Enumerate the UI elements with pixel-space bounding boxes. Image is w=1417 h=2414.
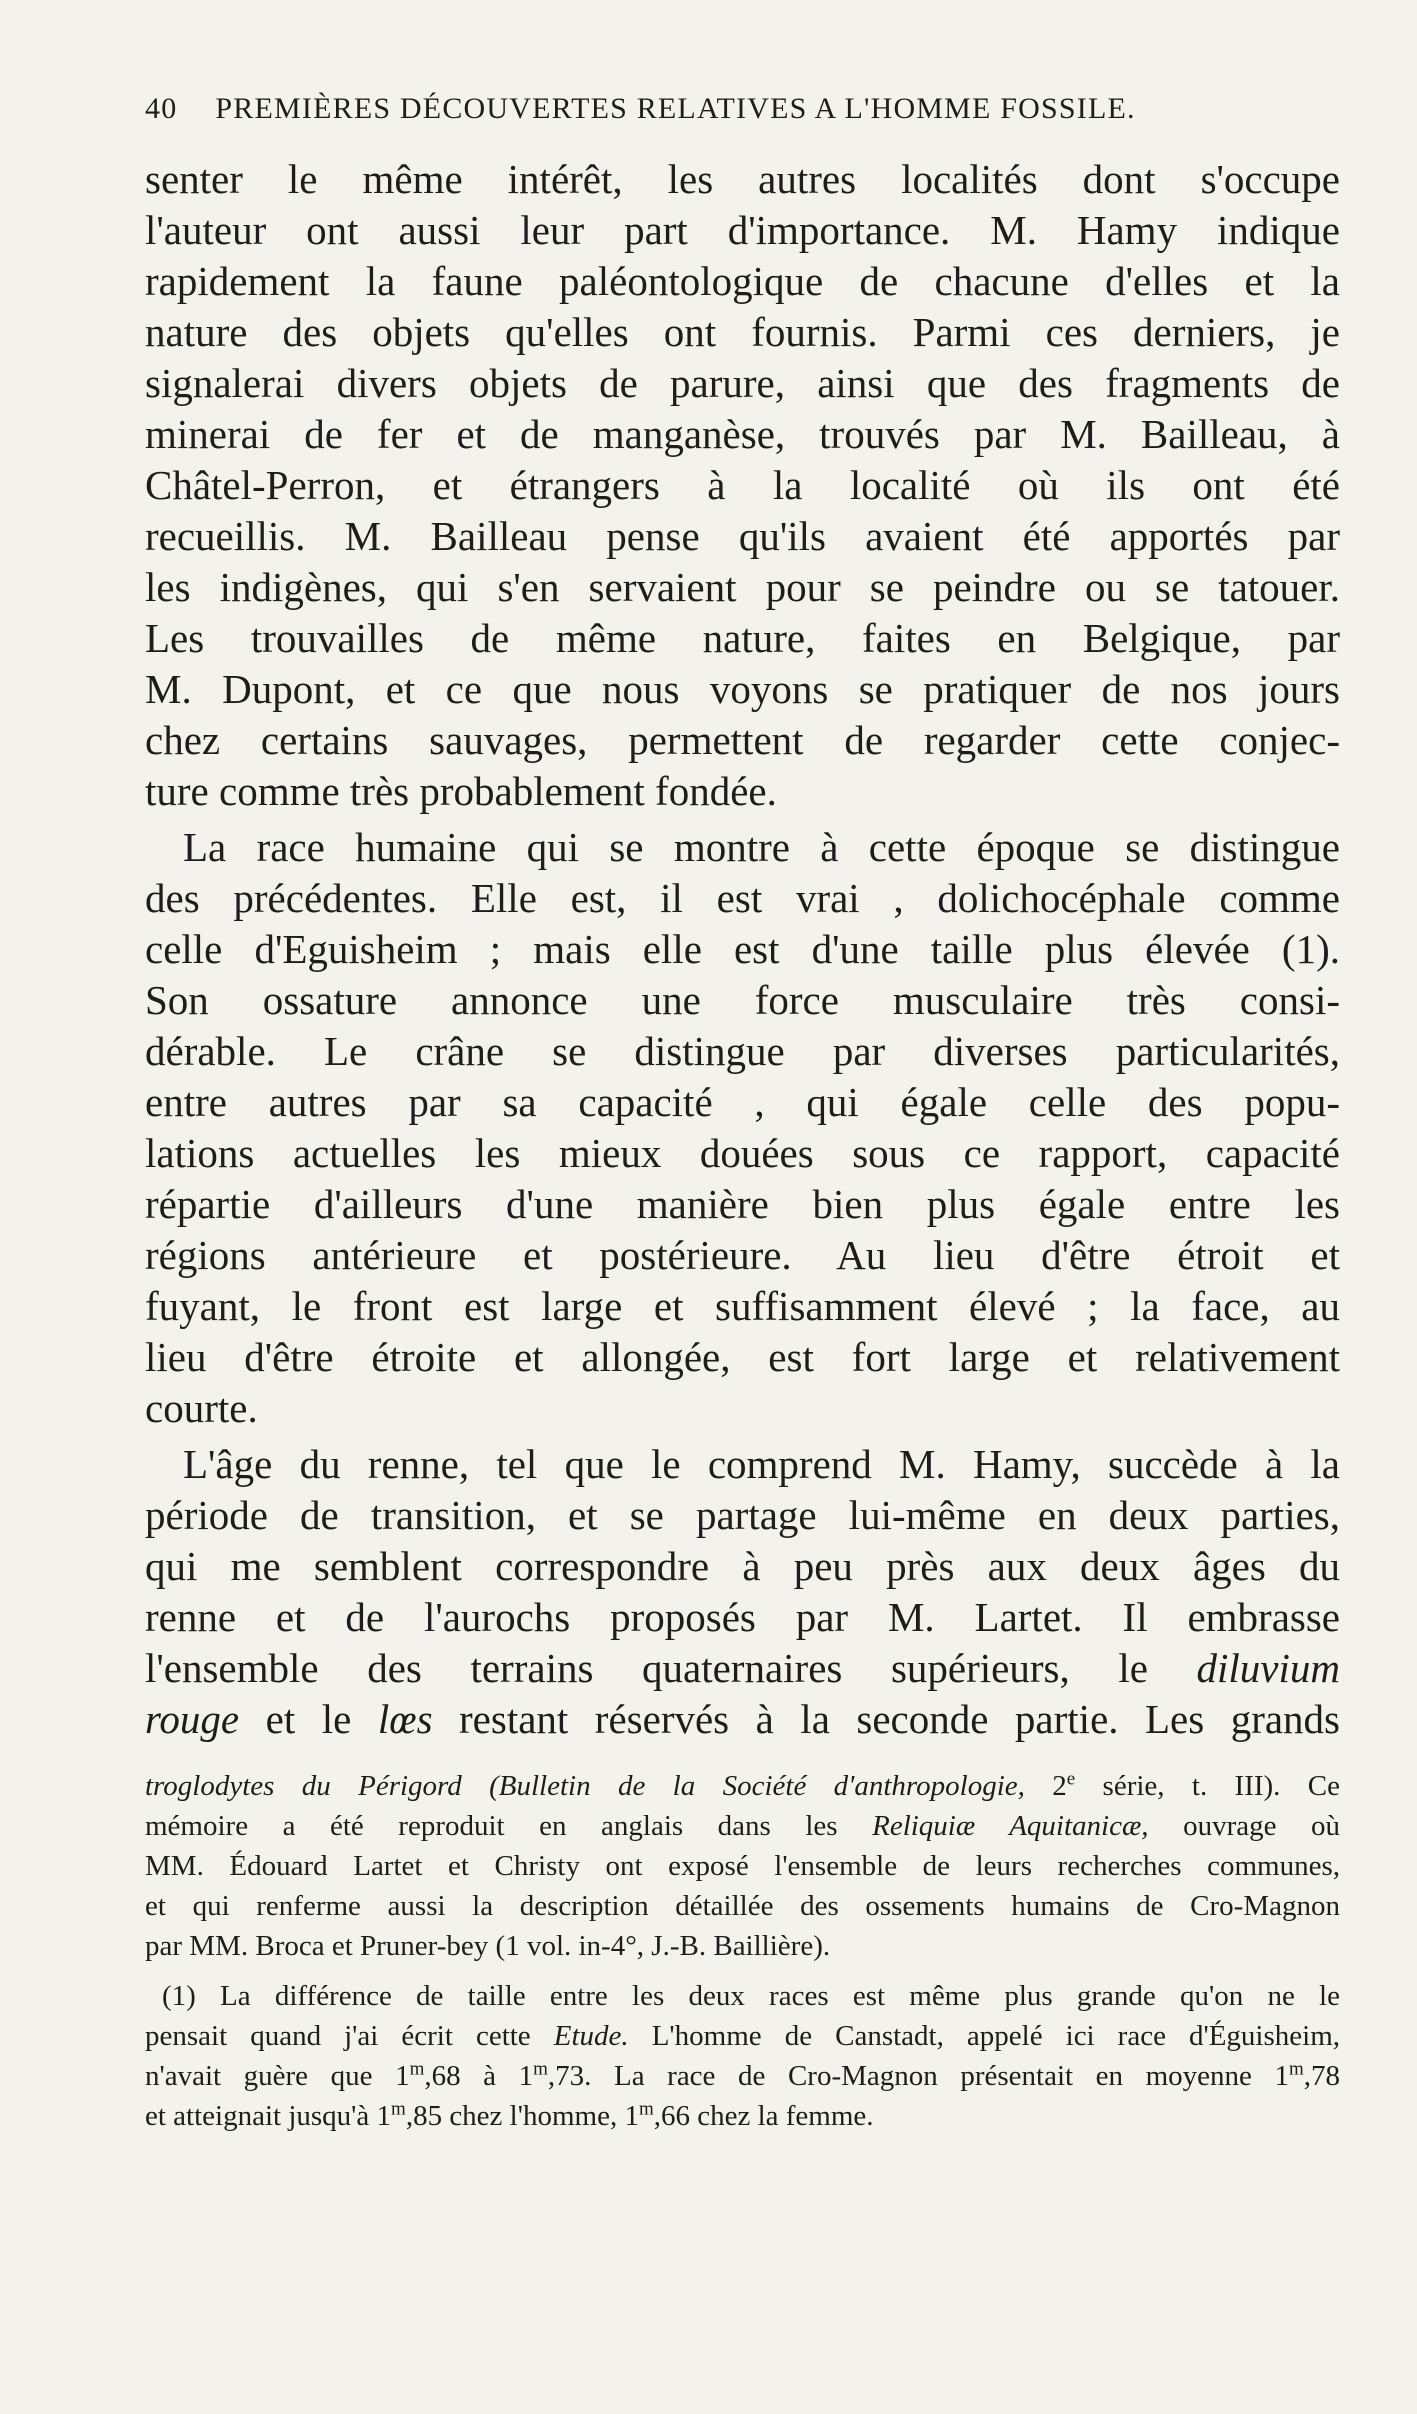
- text-line: senter le même intérêt, les autres localités dont s'occupe: [145, 156, 1340, 202]
- text-line: nature des objets qu'elles ont fournis. Parmi ces derniers, je: [145, 309, 1340, 355]
- footnote-line: [145, 2098, 1340, 2138]
- text-span: ,68 à 1: [424, 2060, 534, 2092]
- running-head: [145, 92, 1345, 126]
- text-line: dérable. Le crâne se distingue par diverses particularités,: [145, 1028, 1340, 1074]
- footnote-line: [145, 2018, 1340, 2058]
- text-span: ouvrage où: [1183, 1810, 1341, 1842]
- text-line: ture comme très probablement fondée.: [145, 768, 777, 814]
- text-line: des précédentes. Elle est, il est vrai , dolichocéphale comme: [145, 875, 1340, 921]
- text-line: Châtel-Perron, et étrangers à la localité où ils ont été: [145, 462, 1340, 508]
- footnote-line: [145, 1768, 1340, 1808]
- text-line: qui me semblent correspondre à peu près aux deux âges du: [145, 1543, 1340, 1589]
- text-line: lations actuelles les mieux douées sous ce rapport, capacité: [145, 1130, 1340, 1176]
- superscript: m: [409, 2058, 425, 2080]
- italic-title: troglodytes du Périgord: [145, 1770, 462, 1802]
- text-span: n'avait guère que 1: [145, 2060, 410, 2092]
- series-number: 2: [1052, 1770, 1067, 1802]
- running-title: PREMIÈRES DÉCOUVERTES RELATIVES A L'HOMME FOSSILE.: [215, 92, 1136, 125]
- footnote-line: et qui renferme aussi la description détaillée des ossements humains de Cro-Magnon: [145, 1890, 1340, 1922]
- italic-title: Reliquiæ Aquitanicæ,: [872, 1810, 1149, 1842]
- text-line: celle d'Eguisheim ; mais elle est d'une taille plus élevée (1).: [145, 926, 1340, 972]
- text-line: fuyant, le front est large et suffisamment élevé ; la face, au: [145, 1283, 1340, 1329]
- text-span: et le: [265, 1696, 352, 1742]
- italic-term: rouge: [145, 1696, 240, 1742]
- italic-term: lœs: [377, 1696, 433, 1742]
- text-line: chez certains sauvages, permettent de regarder cette conjec-: [145, 717, 1340, 763]
- text-line: recueillis. M. Bailleau pense qu'ils avaient été apportés par: [145, 513, 1340, 559]
- text-span: l'ensemble des terrains quaternaires supérieurs, le: [145, 1645, 1148, 1691]
- text-line: l'auteur ont aussi leur part d'importance. M. Hamy indique: [145, 207, 1340, 253]
- footnote-line: MM. Édouard Lartet et Christy ont exposé l'ensemble de leurs recherches communes,: [145, 1850, 1340, 1882]
- text-span: restant réservés à la seconde partie. Les grands: [459, 1696, 1341, 1742]
- footnote-line: [145, 1808, 1340, 1848]
- text-line: [145, 1643, 1340, 1697]
- page-number: 40: [145, 92, 178, 125]
- text-line: Les trouvailles de même nature, faites en Belgique, par: [145, 615, 1340, 661]
- text-line: les indigènes, qui s'en servaient pour se peindre ou se tatouer.: [145, 564, 1340, 610]
- text-span: mémoire a été reproduit en anglais dans les: [145, 1810, 838, 1842]
- superscript: m: [1288, 2058, 1304, 2080]
- text-span: L'homme de Canstadt, appelé ici race d'Éguisheim,: [651, 2020, 1341, 2052]
- superscript: m: [638, 2098, 654, 2120]
- text-line: entre autres par sa capacité , qui égale celle des popu-: [145, 1079, 1340, 1125]
- italic-title: Etude.: [553, 2020, 629, 2052]
- text-span: pensait quand j'ai écrit cette: [145, 2020, 531, 2052]
- paragraph-start: L'âge du renne, tel que le comprend M. Hamy, succède à la: [183, 1441, 1340, 1487]
- text-span: ,85 chez l'homme, 1: [405, 2100, 639, 2132]
- text-span: et atteignait jusqu'à 1: [145, 2100, 392, 2132]
- text-line: M. Dupont, et ce que nous voyons se pratiquer de nos jours: [145, 666, 1340, 712]
- text-line: renne et de l'aurochs proposés par M. Lartet. Il embrasse: [145, 1594, 1340, 1640]
- text-line: répartie d'ailleurs d'une manière bien plus égale entre les: [145, 1181, 1340, 1227]
- text-line: courte.: [145, 1385, 258, 1431]
- footnote-line: par MM. Broca et Pruner-bey (1 vol. in-4°, J.-B. Baillière).: [145, 1930, 831, 1962]
- text-line: lieu d'être étroite et allongée, est fort large et relativement: [145, 1334, 1340, 1380]
- superscript: m: [391, 2098, 406, 2120]
- italic-term: diluvium: [1196, 1645, 1340, 1691]
- superscript: m: [533, 2058, 548, 2080]
- italic-title: (Bulletin de la Société d'anthropologie,: [489, 1770, 1025, 1802]
- text-span: ,73. La race de Cro-Magnon présentait en moyenne 1: [547, 2060, 1289, 2092]
- text-line: signalerai divers objets de parure, ainsi que des fragments de: [145, 360, 1340, 406]
- text-line: [145, 1694, 1340, 1748]
- paragraph-start: La race humaine qui se montre à cette époque se distingue: [183, 824, 1340, 870]
- footnote-line: (1) La différence de taille entre les deux races est même plus grande qu'on ne le: [162, 1980, 1340, 2012]
- text-span: ,66 chez la femme.: [653, 2100, 874, 2132]
- text-line: régions antérieure et postérieure. Au lieu d'être étroit et: [145, 1232, 1340, 1278]
- superscript: e: [1066, 1768, 1076, 1790]
- text-line: minerai de fer et de manganèse, trouvés par M. Bailleau, à: [145, 411, 1340, 457]
- text-line: période de transition, et se partage lui-même en deux parties,: [145, 1492, 1340, 1538]
- footnote-line: [145, 2058, 1340, 2098]
- text-span: série, t. III). Ce: [1102, 1770, 1341, 1802]
- text-line: rapidement la faune paléontologique de chacune d'elles et la: [145, 258, 1340, 304]
- text-span: ,78: [1303, 2060, 1340, 2092]
- text-line: Son ossature annonce une force musculaire très consi-: [145, 977, 1340, 1023]
